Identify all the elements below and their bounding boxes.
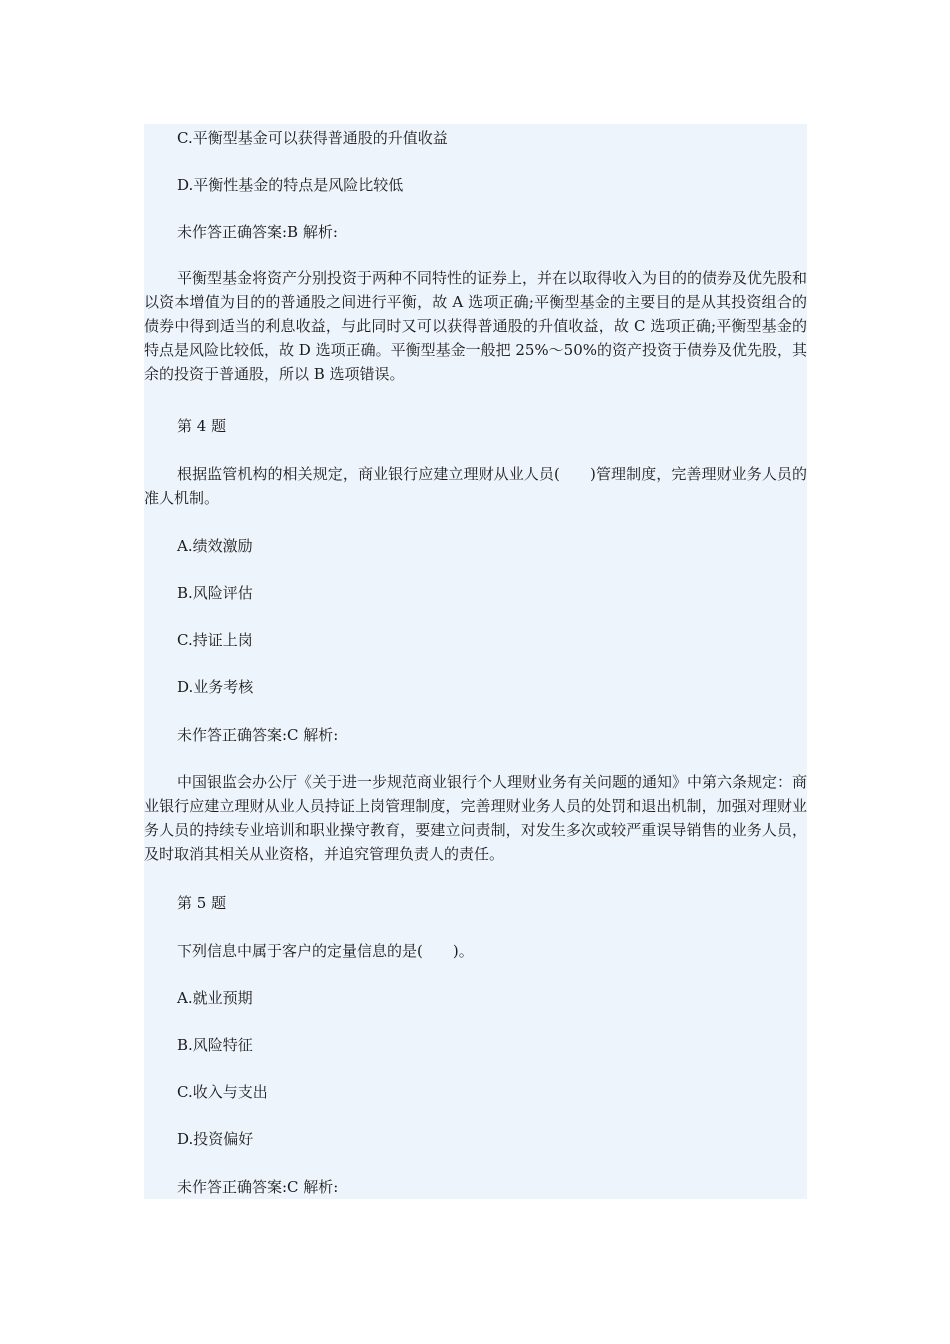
q5-option-d: D.投资偏好 — [177, 1130, 254, 1148]
q4-option-a: A.绩效激励 — [177, 537, 253, 555]
q3-option-c: C.平衡型基金可以获得普通股的升值收益 — [177, 129, 448, 147]
q4-answer: 未作答正确答案:C 解析: — [177, 726, 339, 744]
q4-heading: 第 4 题 — [177, 417, 227, 435]
q3-answer: 未作答正确答案:B 解析: — [177, 223, 338, 241]
q3-explanation: 平衡型基金将资产分别投资于两种不同特性的证券上，并在以取得收入为目的的债券及优先股和以资本增值为目的的普通股之间进行平衡，故 A 选项正确;平衡型基金的主要目的是从其投资组合的债券中得到适当的利息收益，与此同时又可以获得普通股的升值收益，故 C 选项正确;平衡型基金的特点是风险比较低，故 D 选项正确。平衡型基金一般把 25%～50%的资产投资于债券及优先股，其余的投资于普通股，所以 B 选项错误。 — [144, 269, 808, 383]
q5-option-b: B.风险特征 — [177, 1036, 253, 1054]
q5-question: 下列信息中属于客户的定量信息的是( )。 — [177, 942, 474, 960]
q5-answer: 未作答正确答案:C 解析: — [177, 1178, 339, 1196]
q4-question: 根据监管机构的相关规定，商业银行应建立理财从业人员( )管理制度，完善理财业务人员的准人机制。 — [144, 465, 807, 507]
q4-option-c: C.持证上岗 — [177, 631, 253, 649]
q4-explanation: 中国银监会办公厅《关于进一步规范商业银行个人理财业务有关问题的通知》中第六条规定：商业银行应建立理财从业人员持证上岗管理制度，完善理财业务人员的处罚和退出机制，加强对理财业务人员的持续专业培训和职业操守教育，要建立问责制，对发生多次或较严重误导销售的业务人员，及时取消其相关从业资格，并追究管理负责人的责任。 — [144, 773, 808, 863]
q5-heading: 第 5 题 — [177, 894, 227, 912]
document-panel — [144, 124, 807, 1199]
q4-option-b: B.风险评估 — [177, 584, 253, 602]
q5-option-a: A.就业预期 — [177, 989, 253, 1007]
q4-option-d: D.业务考核 — [177, 678, 254, 696]
q3-option-d: D.平衡性基金的特点是风险比较低 — [177, 176, 404, 194]
q5-option-c: C.收入与支出 — [177, 1083, 268, 1101]
